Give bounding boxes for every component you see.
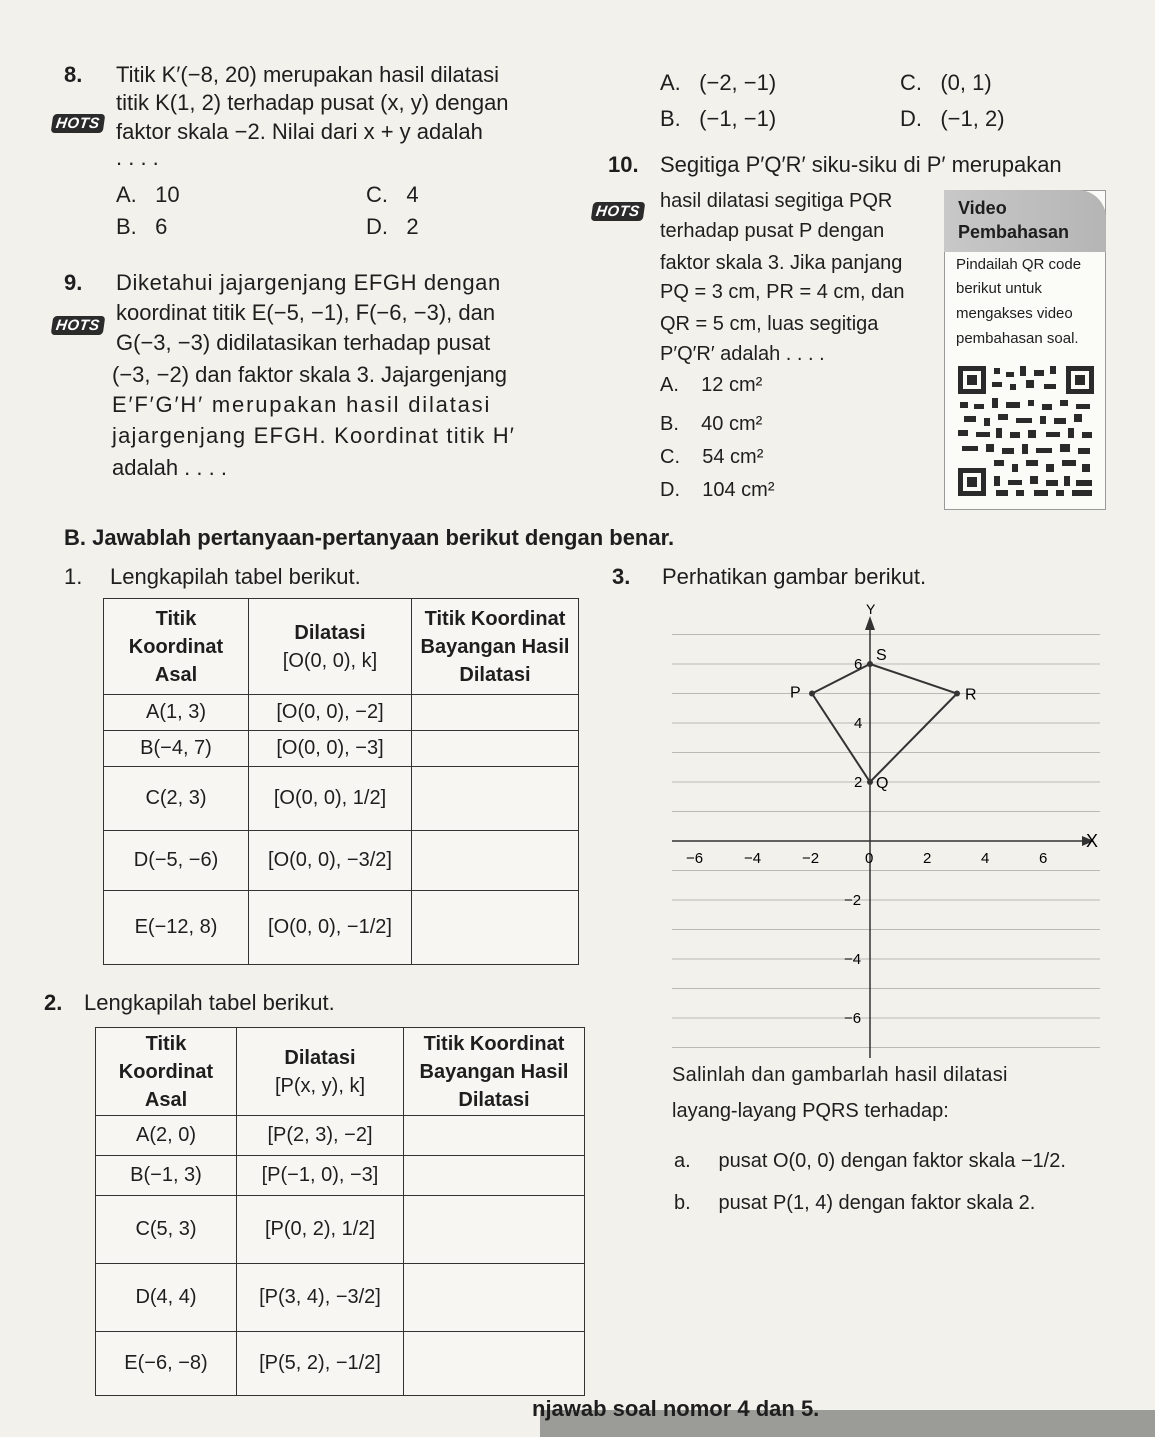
- p1-header-image: Titik Koordinat Bayangan Hasil Dilatasi: [412, 599, 579, 695]
- table-row: [96, 1156, 585, 1196]
- q9-line-7: adalah . . . .: [112, 455, 227, 480]
- cell-origin: B(−1, 3): [96, 1156, 237, 1196]
- cell-dilation: [O(0, 0), −3]: [249, 731, 412, 767]
- p2-header-image: Titik Koordinat Bayangan Hasil Dilatasi: [404, 1028, 585, 1116]
- cell-answer[interactable]: [404, 1196, 585, 1264]
- p3-task-line-1: Salinlah dan gambarlah hasil dilatasi: [672, 1064, 1008, 1086]
- table-row: [104, 731, 579, 767]
- p3-option-a: a. pusat O(0, 0) dengan faktor skala −1/2.: [674, 1150, 1066, 1172]
- q8-line-4: . . . .: [116, 145, 159, 170]
- p2-header-origin: Titik Koordinat Asal: [96, 1028, 237, 1116]
- y-tick-label: 6: [854, 656, 863, 673]
- vertex-p: [809, 691, 815, 697]
- p1-text: Lengkapilah tabel berikut.: [110, 564, 361, 589]
- x-tick-label: 0: [865, 850, 874, 867]
- cell-dilation: [P(3, 4), −3/2]: [237, 1264, 404, 1332]
- x-tick-label: 2: [923, 850, 932, 867]
- p2-table: [95, 1027, 585, 1396]
- p3-number: 3.: [612, 564, 631, 589]
- q8-line-3: faktor skala −2. Nilai dari x + y adalah: [116, 119, 483, 144]
- cell-dilation: [O(0, 0), −3/2]: [249, 831, 412, 891]
- q9-line-4: (−3, −2) dan faktor skala 3. Jajargenjang: [112, 362, 508, 387]
- q9-option-b: B. (−1, −1): [660, 106, 777, 131]
- q9-option-d: D. (−1, 2): [900, 106, 1005, 131]
- q10-option-c: C. 54 cm²: [660, 446, 764, 468]
- q10-line-2: hasil dilatasi segitiga PQR: [660, 190, 893, 212]
- y-tick-label: −6: [844, 1010, 862, 1027]
- p1-number: 1.: [64, 564, 83, 589]
- cell-origin: D(−5, −6): [104, 831, 249, 891]
- q10-line-4: faktor skala 3. Jika panjang: [660, 252, 903, 274]
- table-row: [104, 695, 579, 731]
- vertex-label-s: S: [876, 647, 887, 664]
- y-tick-label: 2: [854, 774, 863, 791]
- q10-line-1: Segitiga P′Q′R′ siku-siku di P′ merupakan: [660, 152, 1062, 177]
- cell-answer[interactable]: [404, 1156, 585, 1196]
- table-row: [96, 1196, 585, 1264]
- cell-origin: D(4, 4): [96, 1264, 237, 1332]
- x-tick-label: 6: [1039, 850, 1048, 867]
- q10-line-3: terhadap pusat P dengan: [660, 220, 885, 242]
- p3-option-b: b. pusat P(1, 4) dengan faktor skala 2.: [674, 1192, 1036, 1214]
- cell-dilation: [O(0, 0), 1/2]: [249, 767, 412, 831]
- x-axis-label: X: [1086, 831, 1099, 851]
- q9-line-3: G(−3, −3) didilatasikan terhadap pusat: [116, 330, 491, 355]
- cell-dilation: [O(0, 0), −1/2]: [249, 891, 412, 965]
- y-axis-label: Y: [866, 601, 876, 617]
- p2-header-dilation: Dilatasi [P(x, y), k]: [237, 1028, 404, 1116]
- cell-dilation: [P(2, 3), −2]: [237, 1116, 404, 1156]
- q8-line-1: Titik K′(−8, 20) merupakan hasil dilatasi: [116, 62, 499, 87]
- cell-answer[interactable]: [404, 1264, 585, 1332]
- q10-option-a: A. 12 cm²: [660, 374, 763, 396]
- cell-answer[interactable]: [412, 891, 579, 965]
- cell-origin: C(5, 3): [96, 1196, 237, 1264]
- table-row: [96, 1332, 585, 1396]
- kite-coordinate-plane: [672, 600, 1100, 1058]
- x-tick-label: −4: [744, 850, 762, 867]
- p1-header-origin: Titik Koordinat Asal: [104, 599, 249, 695]
- table-row: [96, 1264, 585, 1332]
- cell-dilation: [O(0, 0), −2]: [249, 695, 412, 731]
- hots-badge-q9: HOTS: [51, 316, 105, 335]
- q9-line-5: E′F′G′H′ merupakan hasil dilatasi: [112, 392, 492, 417]
- cell-answer[interactable]: [404, 1332, 585, 1396]
- vertex-r: [954, 691, 960, 697]
- q8-option-b: B. 6: [116, 214, 168, 239]
- video-text-3: mengakses video: [956, 305, 1073, 322]
- video-title: Video: [958, 198, 1007, 218]
- q9-number: 9.: [64, 270, 83, 295]
- hots-badge-q8: HOTS: [51, 114, 105, 133]
- cell-answer[interactable]: [412, 731, 579, 767]
- cell-origin: A(1, 3): [104, 695, 249, 731]
- p1-table: [103, 598, 579, 965]
- q8-line-2: titik K(1, 2) terhadap pusat (x, y) dengan: [116, 90, 509, 115]
- table-row: [96, 1116, 585, 1156]
- table-row: [104, 831, 579, 891]
- table-row: [104, 891, 579, 965]
- video-text-4: pembahasan soal.: [956, 330, 1079, 347]
- p3-text: Perhatikan gambar berikut.: [662, 564, 927, 589]
- q10-line-6: QR = 5 cm, luas segitiga: [660, 313, 879, 335]
- q10-line-7: P′Q′R′ adalah . . . .: [660, 343, 825, 365]
- p3-task-line-2: layang-layang PQRS terhadap:: [672, 1100, 949, 1122]
- q9-line-2: koordinat titik E(−5, −1), F(−6, −3), dan: [116, 300, 496, 325]
- vertex-label-r: R: [965, 686, 977, 704]
- vertex-s: [867, 661, 873, 667]
- video-text-2: berikut untuk: [956, 280, 1042, 297]
- video-text-1: Pindailah QR code: [956, 256, 1082, 273]
- cell-dilation: [P(5, 2), −1/2]: [237, 1332, 404, 1396]
- y-tick-label: 4: [854, 715, 863, 732]
- cell-answer[interactable]: [412, 831, 579, 891]
- cell-origin: E(−6, −8): [96, 1332, 237, 1396]
- cell-answer[interactable]: [412, 695, 579, 731]
- cell-origin: B(−4, 7): [104, 731, 249, 767]
- cell-origin: A(2, 0): [96, 1116, 237, 1156]
- cell-dilation: [P(0, 2), 1/2]: [237, 1196, 404, 1264]
- qr-code-icon[interactable]: [956, 364, 1096, 498]
- y-tick-label: −4: [844, 951, 862, 968]
- table-row: [104, 767, 579, 831]
- cell-origin: C(2, 3): [104, 767, 249, 831]
- vertex-q: [867, 779, 873, 785]
- q10-line-5: PQ = 3 cm, PR = 4 cm, dan: [660, 281, 905, 303]
- q9-option-a: A. (−2, −1): [660, 70, 777, 95]
- y-tick-label: −2: [844, 892, 862, 909]
- x-tick-label: −6: [686, 850, 704, 867]
- cell-dilation: [P(−1, 0), −3]: [237, 1156, 404, 1196]
- section-b-heading: B. Jawablah pertanyaan-pertanyaan berikut dengan benar.: [64, 525, 675, 550]
- q8-option-d: D. 2: [366, 214, 419, 239]
- q10-number: 10.: [608, 152, 639, 177]
- p2-number: 2.: [44, 990, 63, 1015]
- cell-origin: E(−12, 8): [104, 891, 249, 965]
- video-subtitle: Pembahasan: [958, 222, 1070, 242]
- hots-badge-q10: HOTS: [591, 202, 645, 221]
- q9-option-c: C. (0, 1): [900, 70, 992, 95]
- q9-line-6: jajargenjang EFGH. Koordinat titik H′: [112, 423, 516, 448]
- cell-answer[interactable]: [404, 1116, 585, 1156]
- q8-option-c: C. 4: [366, 182, 419, 207]
- q8-number: 8.: [64, 62, 83, 87]
- vertex-label-q: Q: [876, 775, 889, 792]
- x-tick-label: 4: [981, 850, 990, 867]
- x-tick-label: −2: [802, 850, 820, 867]
- q10-option-b: B. 40 cm²: [660, 413, 763, 435]
- q10-option-d: D. 104 cm²: [660, 479, 775, 501]
- y-axis-arrow-icon: [865, 616, 875, 630]
- footer-text: njawab soal nomor 4 dan 5.: [532, 1396, 820, 1421]
- p2-text: Lengkapilah tabel berikut.: [84, 990, 335, 1015]
- q9-line-1: Diketahui jajargenjang EFGH dengan: [116, 270, 501, 295]
- p1-header-dilation: Dilatasi [O(0, 0), k]: [249, 599, 412, 695]
- cell-answer[interactable]: [412, 767, 579, 831]
- q8-option-a: A. 10: [116, 182, 180, 207]
- vertex-label-p: P: [790, 684, 801, 702]
